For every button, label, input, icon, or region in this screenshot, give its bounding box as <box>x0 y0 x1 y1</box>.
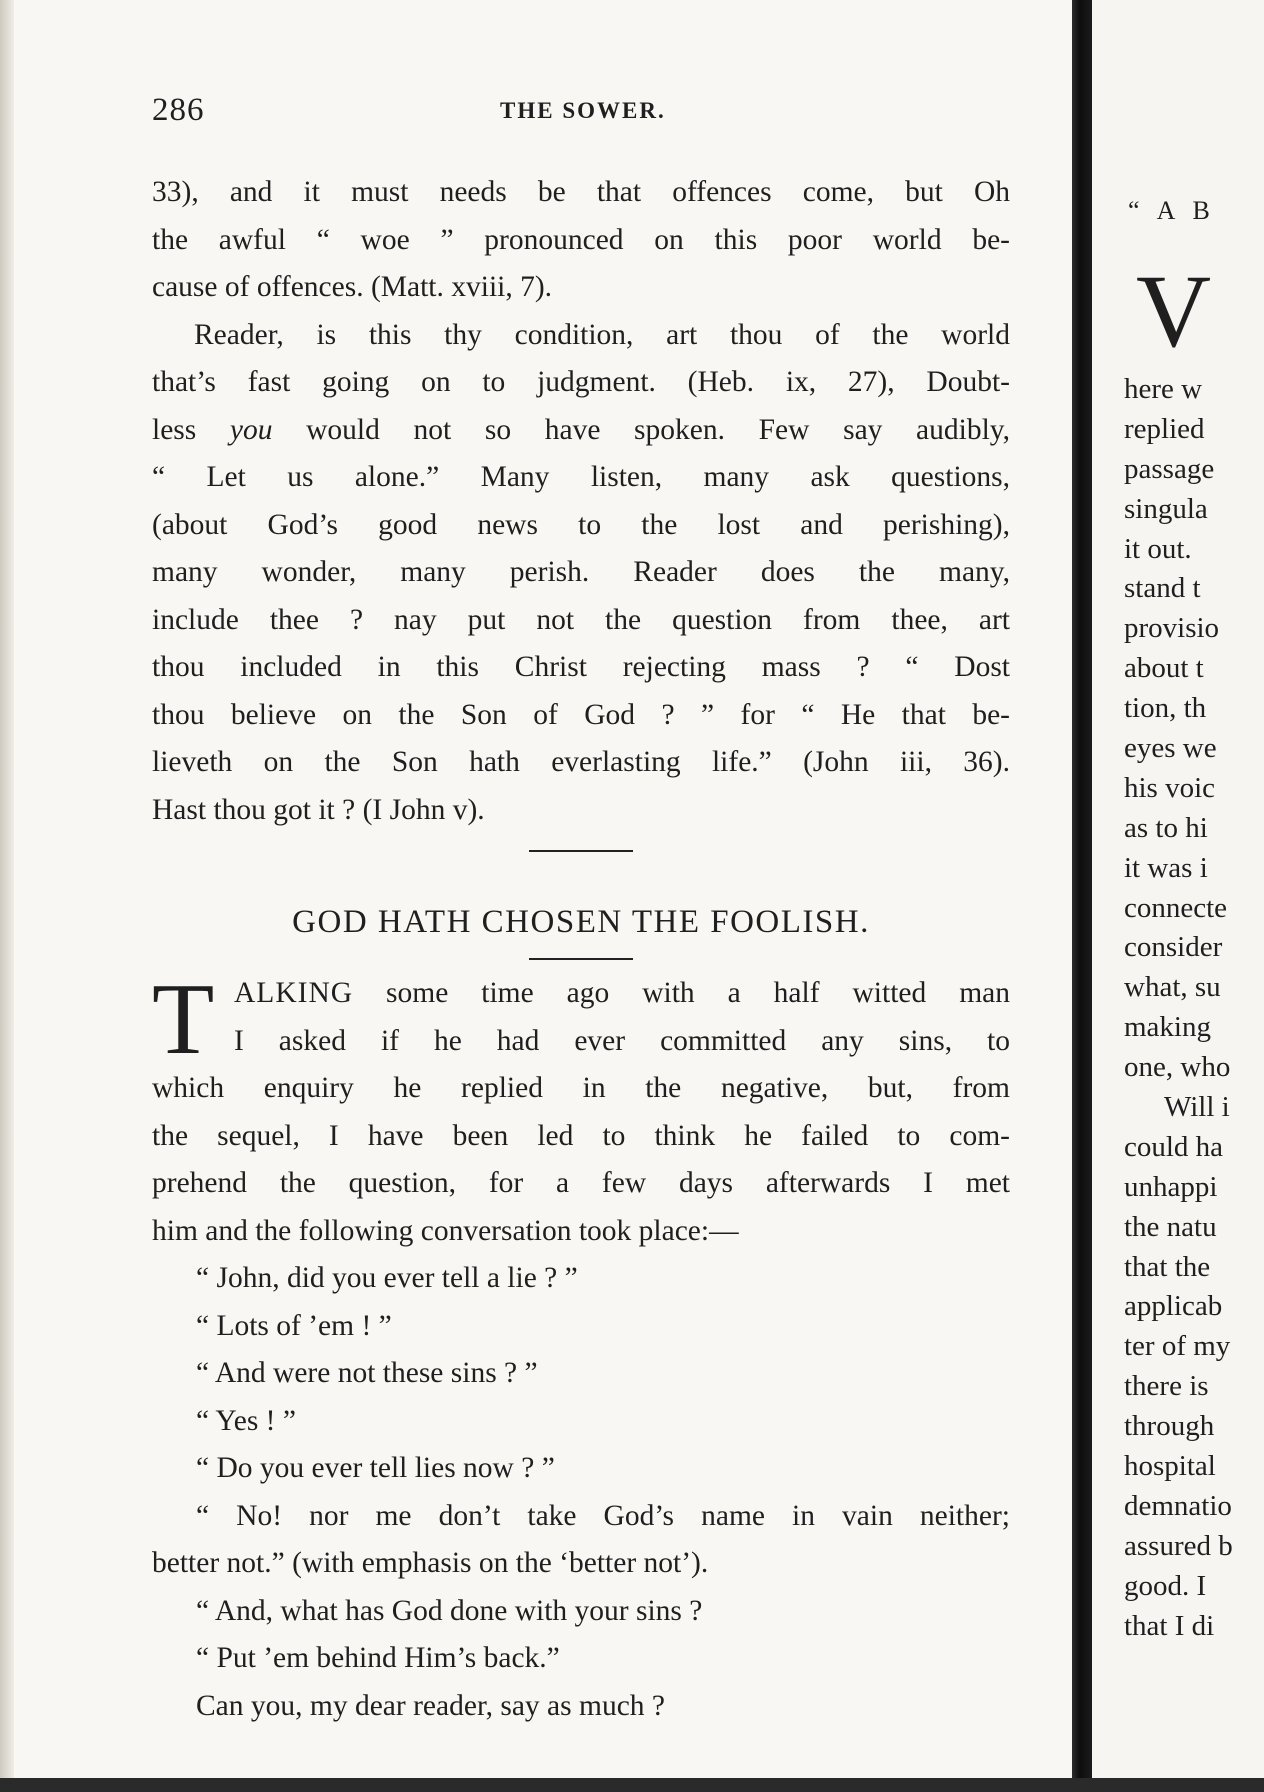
text-line: the awful “ woe ” pronounced on this poor world be- <box>152 223 1010 256</box>
right-page-line: his voic <box>1124 771 1216 804</box>
text-line: which enquiry he replied in the negative, but, from <box>152 1072 1010 1104</box>
text-line: “ Let us alone.” Many listen, many ask questions, <box>152 461 1010 493</box>
drop-cap: T <box>152 963 215 1076</box>
text-line: Hast thou got it ? (I John v). <box>152 793 485 826</box>
right-page-text <box>1124 370 1233 1647</box>
right-page-line: provisio <box>1124 612 1220 645</box>
right-page-line: about t <box>1124 652 1204 685</box>
right-page-line: there is <box>1124 1370 1209 1403</box>
right-page-line: it out. <box>1124 532 1192 565</box>
text-line: many wonder, many perish. Reader does the many, <box>152 556 1010 588</box>
right-page-heading: “ A B <box>1128 196 1216 225</box>
right-page-line: what, su <box>1124 971 1221 1004</box>
text-line: Reader, is this thy condition, art thou of the world <box>194 318 1010 351</box>
text-fragment: some time ago with a half witted man <box>386 977 1010 1009</box>
text-fragment: less <box>152 413 197 446</box>
right-page-line: replied <box>1124 412 1205 445</box>
running-title: THE SOWER. <box>500 98 666 123</box>
text-line: thou believe on the Son of God ? ” for “ He that be- <box>152 698 1010 731</box>
text-line: 33), and it must needs be that offences come, but Oh <box>152 176 1010 208</box>
right-page-line: passage <box>1124 452 1215 485</box>
right-page-line: it was i <box>1124 851 1208 884</box>
scan-bottom-edge <box>0 1778 1264 1792</box>
right-page-line: stand t <box>1124 572 1201 605</box>
section-rule-top <box>529 850 633 852</box>
text-line: include thee ? nay put not the question from thee, art <box>152 603 1010 636</box>
text-line: cause of offences. (Matt. xviii, 7). <box>152 271 553 303</box>
text-line: (about God’s good news to the lost and perishing), <box>152 508 1010 541</box>
right-page-line: eyes we <box>1124 732 1217 765</box>
text-line: thou included in this Christ rejecting mass ? “ Dost <box>152 651 1010 683</box>
right-page-line: unhappi <box>1124 1170 1218 1203</box>
right-page-line: one, who <box>1124 1051 1231 1084</box>
running-head <box>152 92 1002 132</box>
text-line: that’s fast going on to judgment. (Heb. ix, 27), Doubt- <box>152 366 1010 398</box>
dialogue-line: “ Lots of ’em ! ” <box>196 1309 392 1342</box>
right-page-line: that I di <box>1124 1609 1215 1642</box>
dialogue-line: “ And were not these sins ? ” <box>196 1357 538 1389</box>
text-fragment: would not so have spoken. Few say audibly, <box>306 413 1010 446</box>
body-text <box>152 169 1010 1730</box>
right-page-drop-cap: V <box>1136 254 1212 369</box>
text-line: him and the following conversation took place:— <box>152 1214 739 1247</box>
right-page-line: the natu <box>1124 1210 1217 1243</box>
right-page-line: connecte <box>1124 891 1228 924</box>
dialogue-line: “ John, did you ever tell a lie ? ” <box>196 1262 578 1294</box>
first-word: ALKING <box>234 977 354 1009</box>
story-paragraph <box>152 963 1010 1255</box>
dialogue-line: “ And, what has God done with your sins ? <box>196 1594 703 1627</box>
right-page-line: here w <box>1124 373 1203 405</box>
right-page-line: demnatio <box>1124 1489 1232 1522</box>
right-page-line: hospital <box>1124 1450 1216 1483</box>
right-page-line: Will i <box>1164 1091 1230 1124</box>
text-line: lieveth on the Son hath everlasting life.” (John iii, 36). <box>152 746 1010 778</box>
right-page-line: good. I <box>1124 1569 1207 1602</box>
right-page-line: singula <box>1124 492 1208 525</box>
right-page-line: applicab <box>1124 1290 1223 1323</box>
right-page-line: through <box>1124 1410 1215 1443</box>
right-page-line: ter of my <box>1124 1330 1231 1363</box>
dialogue-line: better not.” (with emphasis on the ‘better not’). <box>152 1547 709 1579</box>
right-page-line: could ha <box>1124 1130 1224 1163</box>
text-line: the sequel, I have been led to think he failed to com- <box>152 1119 1010 1152</box>
text-line: I asked if he had ever committed any sins, to <box>234 1024 1010 1057</box>
right-page <box>1092 0 1264 1792</box>
text-line <box>152 407 1010 455</box>
right-page-line: that the <box>1124 1250 1211 1283</box>
right-page-line: tion, th <box>1124 692 1207 725</box>
dialogue-line: “ Put ’em behind Him’s back.” <box>196 1642 560 1674</box>
closing-line: Can you, my dear reader, say as much ? <box>196 1689 666 1722</box>
right-page-line: consider <box>1124 931 1223 964</box>
dialogue-line: “ Yes ! ” <box>196 1404 296 1437</box>
right-page-line: assured b <box>1124 1529 1233 1562</box>
emphasis-word: you <box>229 413 273 446</box>
section-rule-bottom <box>529 958 633 960</box>
page-edge <box>0 0 14 1792</box>
dialogue-line: “ Do you ever tell lies now ? ” <box>196 1452 555 1484</box>
right-page-line: making <box>1124 1011 1211 1044</box>
text-line <box>152 970 1010 1018</box>
book-gutter <box>1072 0 1092 1792</box>
section-title: GOD HATH CHOSEN THE FOOLISH. <box>292 904 870 940</box>
text-line: prehend the question, for a few days afterwards I met <box>152 1167 1010 1199</box>
page-number: 286 <box>152 92 205 128</box>
right-page-line: as to hi <box>1124 811 1208 844</box>
dialogue-line: “ No! nor me don’t take God’s name in vain neither; <box>196 1499 1010 1532</box>
